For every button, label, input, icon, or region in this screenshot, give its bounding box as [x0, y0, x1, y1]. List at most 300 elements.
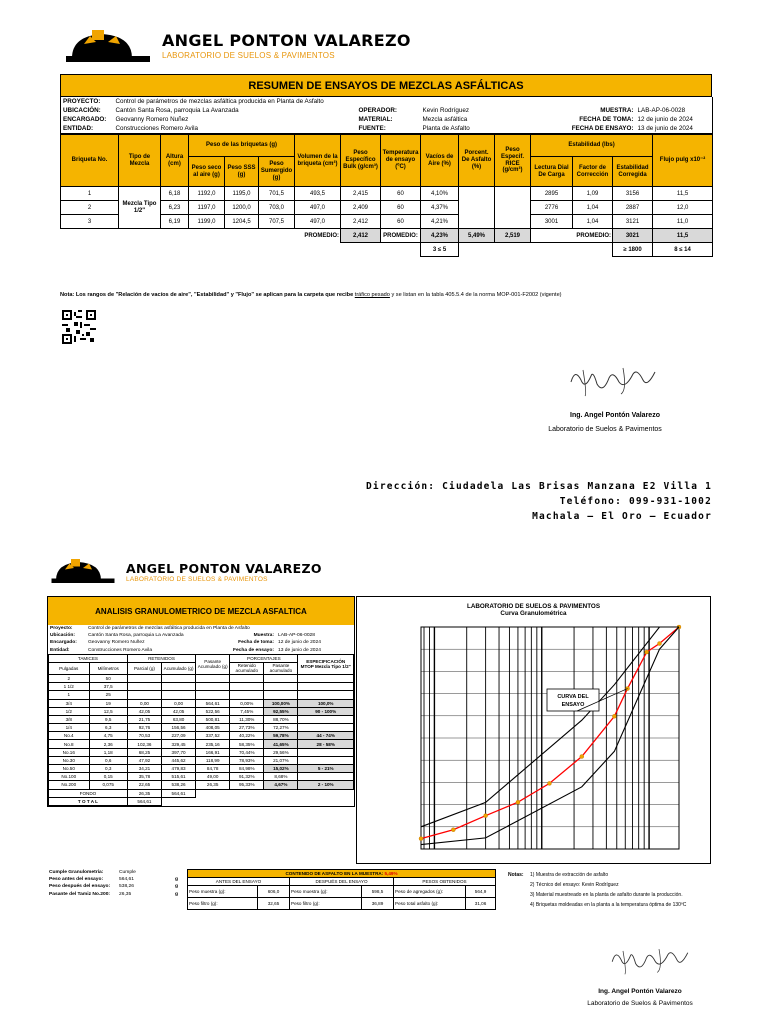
- gradation-chart: [356, 596, 711, 864]
- brick-no: 3: [61, 215, 119, 229]
- sieve-inch: No.8: [49, 740, 90, 748]
- brick-no: 1: [61, 187, 119, 201]
- retained-accum: [162, 691, 196, 699]
- fondo-value: 26,35: [127, 789, 161, 797]
- avg-flow: 11,5: [653, 229, 713, 243]
- h-accum: Acumulado (g): [162, 662, 196, 674]
- b-label: Peso muestra (g):: [188, 886, 258, 898]
- lab-name: LABORATORIO DE SUELOS & PAVIMENTOS: [162, 51, 335, 60]
- passing-percent: [264, 674, 298, 682]
- retained-percent: 70,44%: [230, 748, 264, 756]
- voids-cell: 4,37%: [421, 201, 459, 215]
- sieve-inch: 1/2: [49, 707, 90, 715]
- after-value: 538,26: [119, 884, 134, 890]
- address-label: Dirección:: [366, 481, 436, 492]
- retained-partial: 21,75: [127, 715, 161, 723]
- address-line-3: Machala – El Oro – Ecuador: [532, 511, 712, 522]
- corr-cell: 3121: [613, 215, 653, 229]
- passing-accum-g: [196, 674, 230, 682]
- retained-percent: [230, 691, 264, 699]
- address-value: Ciudadela Las Brisas Manzana E2 Villa 1: [435, 481, 712, 492]
- unit: g: [175, 891, 178, 897]
- retained-partial: 34,21: [127, 765, 161, 773]
- spec-range: 5 - 21%: [298, 765, 354, 773]
- col-voids: Vacíos de Aire (%): [421, 135, 459, 187]
- spec-voids: 3 ≤ 5: [421, 243, 459, 257]
- company-name: ANGEL PONTON VALAREZO: [162, 31, 411, 50]
- flow-cell: 12,0: [653, 201, 713, 215]
- passing-accum-g: 118,99: [196, 756, 230, 764]
- signature-role: Laboratorio de Suelos & Pavimentos: [548, 426, 662, 433]
- col-bulk: Peso Específico Bulk (g/cm³): [341, 135, 381, 187]
- retained-partial: 0,00: [127, 699, 161, 707]
- notes-block: [508, 870, 713, 910]
- note-text-b: tráfico pesado: [354, 292, 390, 298]
- retained-percent: 58,35%: [230, 740, 264, 748]
- retained-percent: 11,30%: [230, 715, 264, 723]
- retained-partial: [127, 674, 161, 682]
- avg-label-3: PROMEDIO:: [531, 229, 613, 243]
- table-row: [49, 773, 354, 781]
- b-value: 606,0: [258, 886, 290, 898]
- height-cell: 6,19: [161, 215, 189, 229]
- gran-table: [48, 654, 354, 806]
- manager-value: Geovanny Romero Nuñez: [115, 116, 189, 123]
- passing-accum-g: 522,56: [196, 707, 230, 715]
- retained-partial: 22,65: [127, 781, 161, 789]
- spec-range: [298, 756, 354, 764]
- passing-accum-g: 500,81: [196, 715, 230, 723]
- avg-rice: 2,519: [495, 229, 531, 243]
- vol-cell: 493,5: [295, 187, 341, 201]
- h-ret-acc: Retenido acumulado: [230, 662, 264, 674]
- operator-value: Kevin Rodríguez: [422, 107, 470, 114]
- h-passing: Pasante Acumulado (g): [196, 654, 230, 674]
- sss-cell: 1204,5: [225, 215, 259, 229]
- spec-flow: 8 ≤ 14: [653, 243, 713, 257]
- company-logo-2: [48, 556, 118, 586]
- data-point: [645, 650, 649, 654]
- note-text-c: y se listan en la tabla 405.5.4 de la norma MOP-001-F2002 (vigente): [389, 292, 562, 298]
- take-date-label: FECHA DE TOMA:: [579, 116, 634, 123]
- chart-subtitle: Curva Granulométrica: [500, 610, 567, 617]
- factor-cell: 1,09: [573, 187, 613, 201]
- gran-sample: LAB-AP-06-0028: [278, 633, 315, 639]
- retained-partial: 92,76: [127, 724, 161, 732]
- sieve-inch: No.16: [49, 748, 90, 756]
- helmet-logo-icon: [62, 26, 154, 66]
- sieve-mm: 12,5: [89, 707, 127, 715]
- fondo-acc: 564,61: [162, 789, 196, 797]
- passing-percent: 88,70%: [264, 715, 298, 723]
- b-label: Peso de agregados (g):: [394, 886, 466, 898]
- passing-percent: 100,00%: [264, 699, 298, 707]
- retained-accum: [162, 683, 196, 691]
- temp-cell: 60: [381, 187, 421, 201]
- b-value: 36,89: [362, 898, 394, 910]
- retained-partial: 102,36: [127, 740, 161, 748]
- factor-cell: 1,04: [573, 215, 613, 229]
- passing-percent: 29,56%: [264, 748, 298, 756]
- vol-cell: 497,0: [295, 201, 341, 215]
- b-label: Peso filtro (g):: [188, 898, 258, 910]
- average-row: [61, 229, 713, 243]
- retained-percent: 91,32%: [230, 773, 264, 781]
- company-name-2: ANGEL PONTON VALAREZO: [126, 561, 322, 576]
- gran-project-label: Proyecto:: [50, 626, 73, 632]
- sieve-inch: 3/8: [49, 715, 90, 723]
- gran-manager: Geovanny Romero Nuñez: [88, 640, 145, 646]
- asphalt-content-header: [188, 870, 496, 878]
- sieve-mm: 4,75: [89, 732, 127, 740]
- sample-label: MUESTRA:: [600, 107, 634, 114]
- table-row: [49, 732, 354, 740]
- address-line-2: [340, 496, 712, 507]
- bulk-cell: 2,412: [341, 215, 381, 229]
- table-row: [49, 756, 354, 764]
- spec-stability: ≥ 1800: [613, 243, 653, 257]
- b-label: Peso filtro (g):: [290, 898, 362, 910]
- table-row: [49, 707, 354, 715]
- col-weights: Peso de las briquetas (g): [189, 135, 295, 157]
- passing-percent: 72,27%: [264, 724, 298, 732]
- gran-entity-label: Entidad:: [50, 647, 70, 653]
- corr-cell: 2887: [613, 201, 653, 215]
- b-label: Peso total asfalto (g):: [394, 898, 466, 910]
- retained-accum: 329,45: [162, 740, 196, 748]
- data-point: [580, 755, 584, 759]
- passing-percent: 59,78%: [264, 732, 298, 740]
- spec-range: [298, 715, 354, 723]
- note-item: 2) Técnico del ensayo: Kevin Rodríguez: [530, 882, 619, 888]
- sample-value: LAB-AP-06-0028: [637, 107, 686, 114]
- material-label: MATERIAL:: [358, 116, 393, 123]
- retained-partial: 68,25: [127, 748, 161, 756]
- passing-accum-g: 235,16: [196, 740, 230, 748]
- retained-partial: 35,78: [127, 773, 161, 781]
- operator-label: OPERADOR:: [358, 107, 397, 114]
- h-mm: Milímetros: [89, 662, 127, 674]
- after-label: Peso después del ensayo:: [49, 884, 111, 890]
- sieve-inch: 2: [49, 674, 90, 682]
- passing-accum-g: [196, 691, 230, 699]
- retained-percent: 40,22%: [230, 732, 264, 740]
- project-value: Control de parámetros de mezclas asfáltica producida en Planta de Asfalto: [115, 98, 324, 105]
- retained-percent: [230, 683, 264, 691]
- chart-title: LABORATORIO DE SUELOS & PAVIMENTOS: [466, 603, 601, 610]
- asphalt-cell: [459, 187, 495, 229]
- col-corrected: Estabilidad Corregida: [613, 157, 653, 187]
- voids-cell: 4,21%: [421, 215, 459, 229]
- brick-no: 2: [61, 201, 119, 215]
- sieve-inch: No.200: [49, 781, 90, 789]
- height-cell: 6,23: [161, 201, 189, 215]
- col-sss: Peso SSS (g): [225, 157, 259, 187]
- sieve-mm: 2,36: [89, 740, 127, 748]
- spec-range: [298, 674, 354, 682]
- passing-percent: 21,07%: [264, 756, 298, 764]
- table-row: [61, 187, 713, 201]
- dial-cell: 3001: [531, 215, 573, 229]
- passing-accum-g: [196, 683, 230, 691]
- after-header: DESPUÉS DEL ENSAYO: [290, 878, 394, 886]
- sieve-mm: 0,075: [89, 781, 127, 789]
- col-factor: Factor de Corrección: [573, 157, 613, 187]
- summary-title: RESUMEN DE ENSAYOS DE MEZCLAS ASFÁLTICAS: [61, 75, 712, 97]
- spec-range: [298, 773, 354, 781]
- retained-accum: 156,56: [162, 724, 196, 732]
- gran-location: Cantón Santa Rosa, parroquia La Avanzada: [88, 633, 184, 639]
- temp-cell: 60: [381, 201, 421, 215]
- col-dry-air: Peso seco al aire (g): [189, 157, 225, 187]
- col-asphalt: Porcent. De Asfalto (%): [459, 135, 495, 187]
- corr-cell: 3156: [613, 187, 653, 201]
- spec-range: [298, 683, 354, 691]
- briquettes-table: [60, 134, 713, 257]
- location-label: UBICACIÓN:: [63, 107, 101, 114]
- material-value: Mezcla asfáltica: [422, 116, 468, 123]
- sieve-mm: 0,6: [89, 756, 127, 764]
- retained-accum: [162, 674, 196, 682]
- gran-take: 12 de junio de 2024: [278, 640, 321, 646]
- table-row: [49, 765, 354, 773]
- dry-cell: 1197,0: [189, 201, 225, 215]
- h-retained: RETENIDOS: [127, 654, 195, 662]
- dial-cell: 2776: [531, 201, 573, 215]
- factor-cell: 1,04: [573, 201, 613, 215]
- retained-percent: 84,98%: [230, 765, 264, 773]
- sub-cell: 703,0: [259, 201, 295, 215]
- col-flow: Flujo pulg x10⁻²: [653, 135, 713, 187]
- table-row: [49, 740, 354, 748]
- data-point: [612, 714, 616, 718]
- sieve-mm: 0,15: [89, 773, 127, 781]
- retained-percent: [230, 674, 264, 682]
- avg-corr: 3021: [613, 229, 653, 243]
- weights-summary: [47, 869, 187, 898]
- entity-value: Construcciones Romero Avila: [115, 125, 198, 132]
- asphalt-content-table: [187, 869, 496, 910]
- passing-accum-g: 166,91: [196, 748, 230, 756]
- data-point: [547, 781, 551, 785]
- sieve-mm: 0,3: [89, 765, 127, 773]
- sieve-mm: 50: [89, 674, 127, 682]
- passing-percent: [264, 691, 298, 699]
- fondo-label: FONDO: [49, 789, 128, 797]
- avg-asphalt: 5,49%: [459, 229, 495, 243]
- vol-cell: 497,0: [295, 215, 341, 229]
- obtained-header: PESOS OBTENIDOS: [394, 878, 496, 886]
- passing-percent: 8,68%: [264, 773, 298, 781]
- data-point: [484, 814, 488, 818]
- col-dial: Lectura Dial De Carga: [531, 157, 573, 187]
- table-row: [49, 715, 354, 723]
- phone-value: 099-931-1002: [622, 496, 712, 507]
- gran-take-label: Fecha de toma:: [238, 640, 274, 646]
- passing-percent: 15,02%: [264, 765, 298, 773]
- note-item: 1) Muestra de extracción de asfalto: [530, 872, 609, 878]
- retained-percent: 0,00%: [230, 699, 264, 707]
- company-logo: [62, 26, 154, 66]
- table-row: [49, 699, 354, 707]
- retained-partial: 47,92: [127, 756, 161, 764]
- asphalt-label: CONTENIDO DE ASFALTO EN LA MUESTRA:: [285, 871, 384, 876]
- b-value: 598,5: [362, 886, 394, 898]
- retained-accum: 445,62: [162, 756, 196, 764]
- sieve-inch: No.4: [49, 732, 90, 740]
- col-rice: Peso Especif. RICE (g/cm³): [495, 135, 531, 187]
- take-date-value: 12 de junio de 2024: [637, 116, 693, 123]
- col-mix-type: Tipo de Mezcla: [119, 135, 161, 187]
- col-submerged: Peso Sumergido (g): [259, 157, 295, 187]
- retained-percent: 78,93%: [230, 756, 264, 764]
- passing-accum-g: 564,61: [196, 699, 230, 707]
- h-partial: Parcial (g): [127, 662, 161, 674]
- avg-voids: 4,23%: [421, 229, 459, 243]
- signature-name-2: Ing. Angel Pontón Valarezo: [598, 988, 682, 995]
- table-row: [49, 781, 354, 789]
- note-text-a: Nota: Los rangos de "Relación de vacíos de aire", "Estabilidad" y "Flujo" se aplican para la carpeta que recibe: [60, 292, 355, 298]
- retained-accum: 397,70: [162, 748, 196, 756]
- spec-row: [61, 243, 713, 257]
- source-value: Planta de Asfalto: [422, 125, 470, 132]
- sub-cell: 707,5: [259, 215, 295, 229]
- avg-label-2: PROMEDIO:: [381, 229, 421, 243]
- before-header: ANTES DEL ENSAYO: [188, 878, 290, 886]
- unit: g: [175, 884, 178, 890]
- sieve-mm: 9,5: [89, 715, 127, 723]
- col-brick: Briqueta No.: [61, 135, 119, 187]
- lab-name-2: LABORATORIO DE SUELOS & PAVIMENTOS: [126, 576, 268, 583]
- sieve-inch: No.50: [49, 765, 90, 773]
- data-point: [451, 828, 455, 832]
- sieve-inch: 3/4: [49, 699, 90, 707]
- passing-accum-g: 337,52: [196, 732, 230, 740]
- before-label: Peso antes del ensayo:: [49, 877, 104, 883]
- gran-entity: Construcciones Romero Avila: [88, 647, 153, 653]
- spec-range: 28 - 58%: [298, 740, 354, 748]
- table-row: [49, 748, 354, 756]
- unit: g: [175, 877, 178, 883]
- table-row: [49, 691, 354, 699]
- retained-accum: 63,80: [162, 715, 196, 723]
- passing200-label: Pasante del Tamiz No.200:: [49, 891, 111, 897]
- h-sieves: TAMICES: [49, 654, 128, 662]
- retained-percent: 27,73%: [230, 724, 264, 732]
- h-pas-acc: Pasante acumulado: [264, 662, 298, 674]
- total-value: 564,61: [127, 797, 161, 805]
- signature-role-2: Laboratorio de Suelos & Pavimentos: [587, 1000, 693, 1007]
- sieve-inch: No.100: [49, 773, 90, 781]
- passing-percent: 41,65%: [264, 740, 298, 748]
- note-item: 4) Briquetas moldeadas en la planta a la temperatura óptima de 130ºC: [530, 902, 687, 908]
- flow-cell: 11,0: [653, 215, 713, 229]
- table-row: [49, 724, 354, 732]
- b-value: 32,65: [258, 898, 290, 910]
- signature-name: Ing. Angel Pontón Valarezo: [570, 412, 660, 419]
- retained-accum: 479,83: [162, 765, 196, 773]
- sieve-mm: 19: [89, 699, 127, 707]
- passing-percent: [264, 683, 298, 691]
- retained-accum: 227,09: [162, 732, 196, 740]
- sss-cell: 1200,0: [225, 201, 259, 215]
- data-point: [657, 642, 661, 646]
- voids-cell: 4,10%: [421, 187, 459, 201]
- retained-partial: [127, 691, 161, 699]
- summary-note: [60, 292, 720, 298]
- avg-bulk: 2,412: [341, 229, 381, 243]
- b-value: 31,06: [466, 898, 496, 910]
- retained-accum: 538,26: [162, 781, 196, 789]
- dry-cell: 1199,0: [189, 215, 225, 229]
- gran-sample-label: Muestra:: [253, 633, 274, 639]
- cumple-value: Cumple: [119, 870, 136, 876]
- legend-label: ENSAYO: [561, 702, 585, 708]
- col-temp: Temperatura de ensayo (ºC): [381, 135, 421, 187]
- entity-label: ENTIDAD:: [63, 125, 94, 132]
- b-label: Peso muestra (g):: [290, 886, 362, 898]
- table-row: [49, 674, 354, 682]
- col-height: Altura (cm): [161, 135, 189, 187]
- dry-cell: 1192,0: [189, 187, 225, 201]
- table-row: [49, 683, 354, 691]
- phone-label: Teléfono:: [559, 496, 623, 507]
- avg-label: PROMEDIO:: [61, 229, 341, 243]
- passing200-value: 26,35: [119, 891, 132, 897]
- retained-partial: [127, 683, 161, 691]
- retained-accum: 0,00: [162, 699, 196, 707]
- address-line-1: [340, 481, 712, 492]
- spec-range: [298, 691, 354, 699]
- granulometry-section: [47, 596, 355, 807]
- spec-range: 90 - 100%: [298, 707, 354, 715]
- source-label: FUENTE:: [358, 125, 386, 132]
- location-value: Cantón Santa Rosa, parroquia La Avanzada: [115, 107, 239, 114]
- asphalt-value: 5,49%: [384, 871, 398, 876]
- retained-partial: 42,05: [127, 707, 161, 715]
- passing-accum-g: 84,78: [196, 765, 230, 773]
- sieve-mm: 37,5: [89, 683, 127, 691]
- chart-plot: [357, 617, 710, 857]
- retained-percent: 95,33%: [230, 781, 264, 789]
- project-label: PROYECTO:: [63, 98, 101, 105]
- h-spec: ESPECIFICACIÓN MTOP Mezcla Tipo 1/2": [298, 654, 354, 674]
- cumple-label: Cumple Granulometría:: [49, 870, 104, 876]
- sieve-inch: 1: [49, 691, 90, 699]
- mix-type-value: Mezcla Tipo 1/2": [119, 187, 161, 229]
- gran-location-label: Ubicación:: [50, 633, 76, 639]
- total-label: T O T A L: [49, 797, 128, 805]
- passing-accum-g: 26,35: [196, 781, 230, 789]
- retained-partial: 70,53: [127, 732, 161, 740]
- gran-title: ANALISIS GRANULOMETRICO DE MEZCLA ASFALTICA: [48, 597, 354, 625]
- note-item: 3) Material muestreado en la planta de asfalto durante la producción.: [530, 892, 683, 898]
- passing-accum-g: 408,05: [196, 724, 230, 732]
- col-volume: Volumen de la briqueta (cm³): [295, 135, 341, 187]
- sss-cell: 1195,0: [225, 187, 259, 201]
- qr-code-icon: [62, 310, 96, 344]
- gran-test: 13 de junio de 2024: [278, 647, 321, 653]
- signature-icon: [563, 360, 663, 398]
- sieve-inch: 1/4: [49, 724, 90, 732]
- dial-cell: 2895: [531, 187, 573, 201]
- h-inch: Pulgadas: [49, 662, 90, 674]
- passing-percent: 4,67%: [264, 781, 298, 789]
- test-date-label: FECHA DE ENSAYO:: [571, 125, 634, 132]
- sieve-mm: 25: [89, 691, 127, 699]
- passing-percent: 92,55%: [264, 707, 298, 715]
- notes-label: Notas:: [508, 872, 524, 878]
